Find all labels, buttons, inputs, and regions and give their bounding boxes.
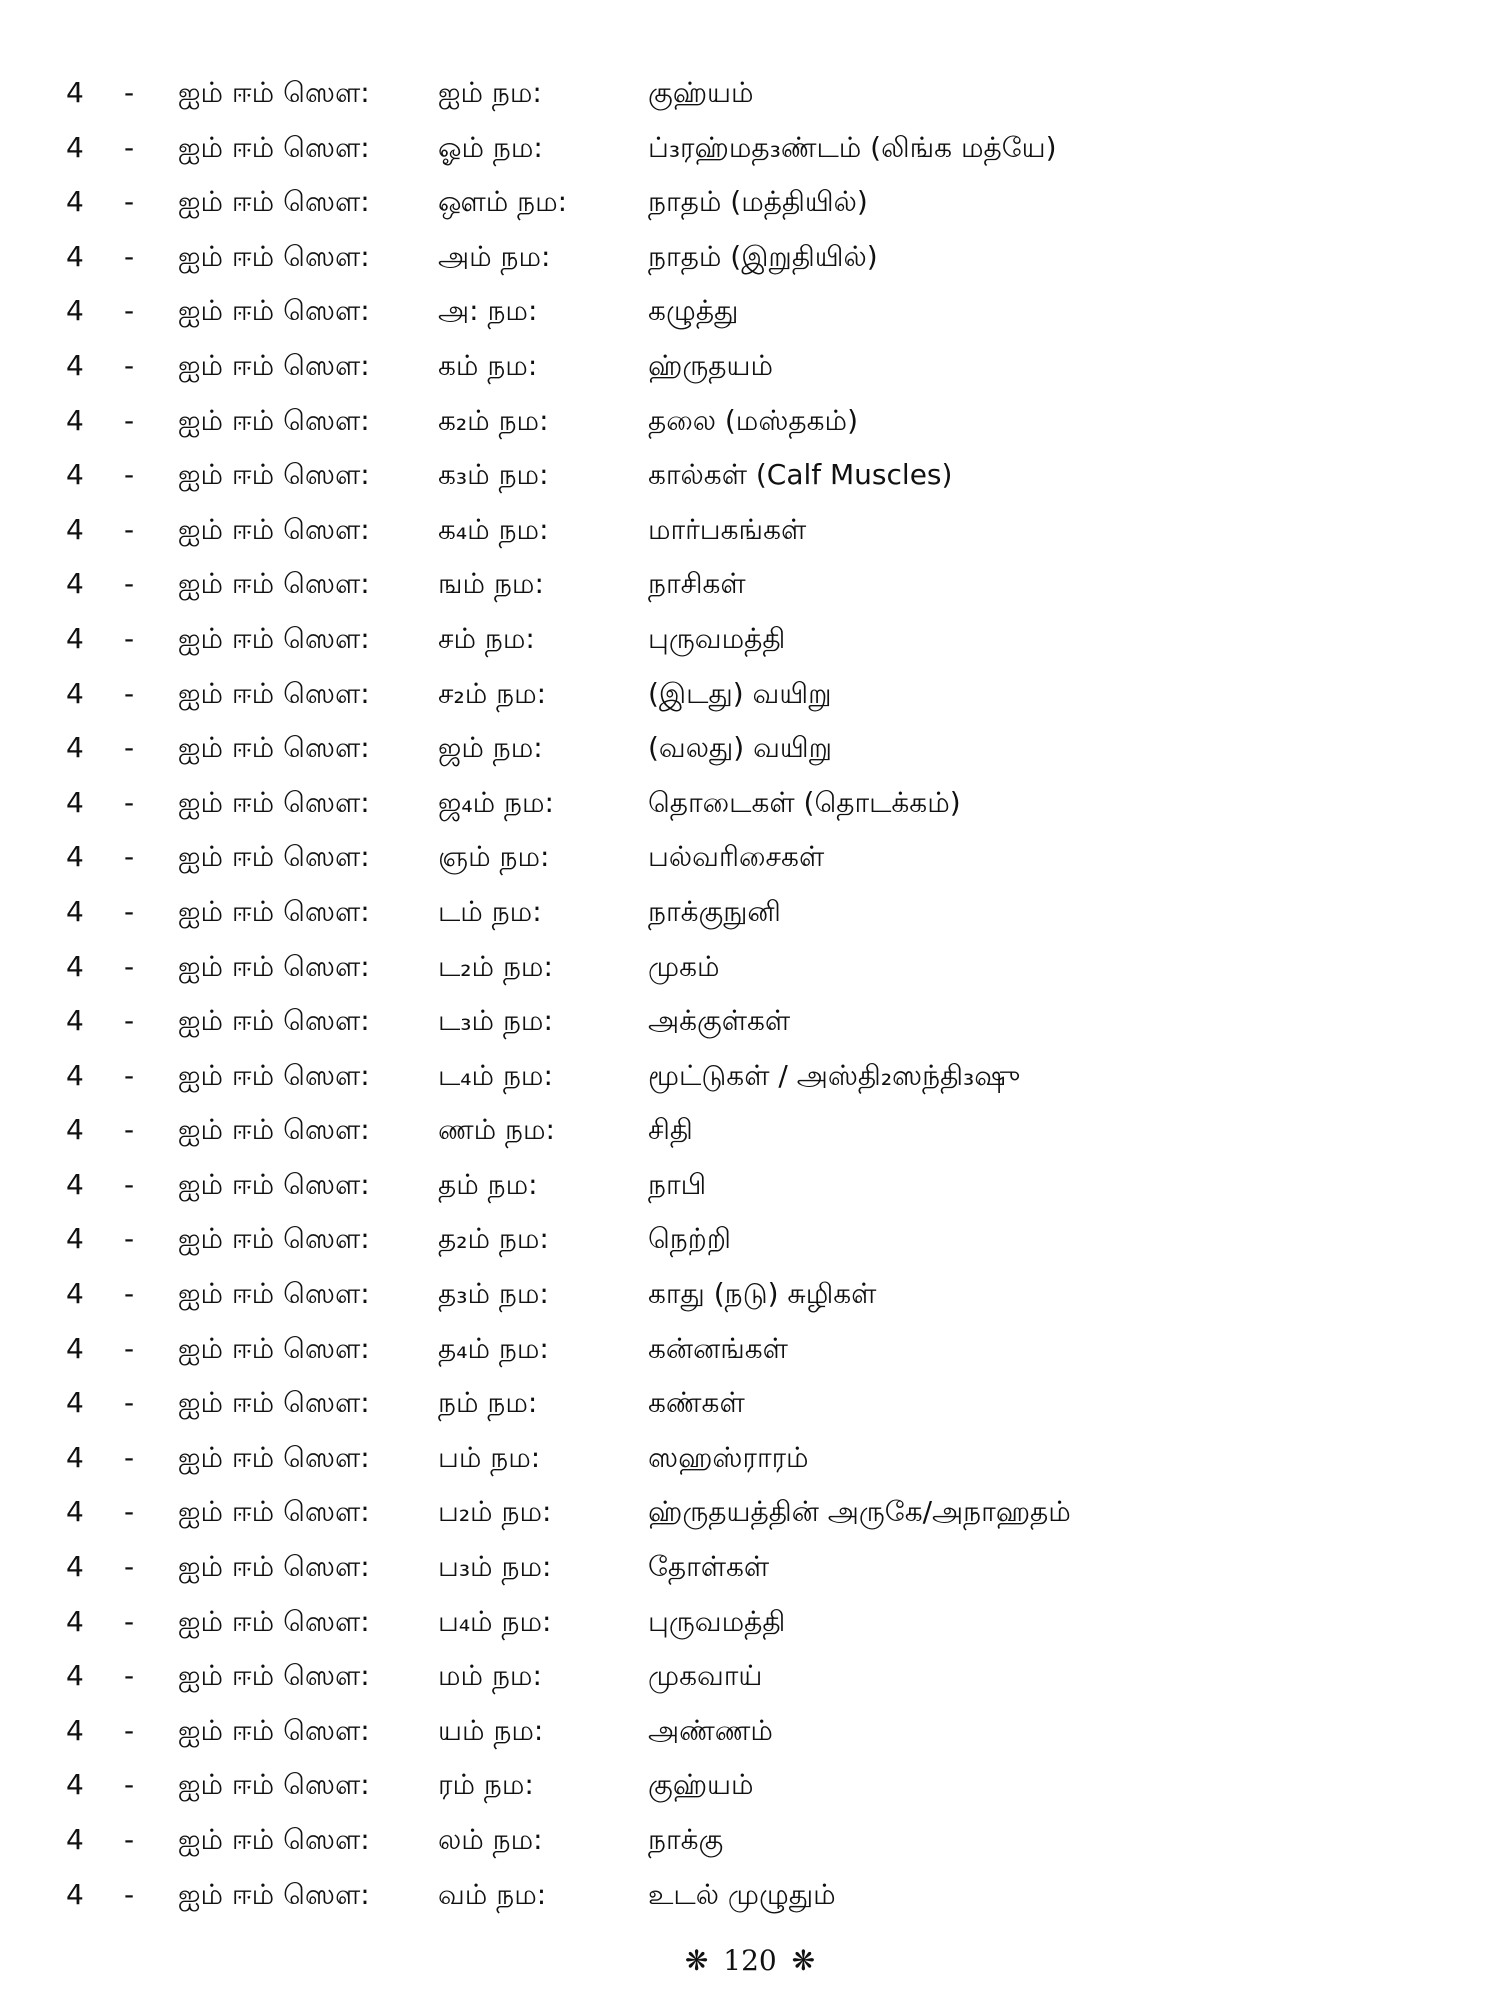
- list-item: [0, 182, 1500, 237]
- body-location: அண்ணம்: [648, 1713, 773, 1747]
- list-item: [0, 1438, 1500, 1493]
- row-number: 4: [66, 1386, 84, 1420]
- body-location: (இடது) வயிறு: [648, 676, 832, 710]
- mantra-syllable: ஜம் நம:: [438, 731, 543, 765]
- body-location: நாதம் (இறுதியில்): [648, 239, 878, 273]
- mantra-syllable: நம் நம:: [438, 1386, 538, 1420]
- row-number: 4: [66, 458, 84, 492]
- row-number: 4: [66, 785, 84, 819]
- mantra-syllable: ட₄ம் நம:: [438, 1058, 553, 1092]
- list-item: [0, 291, 1500, 346]
- row-dash: -: [124, 1113, 135, 1147]
- list-item: [0, 237, 1500, 292]
- row-number: 4: [66, 676, 84, 710]
- mantra-syllable: ப₂ம் நம:: [438, 1495, 552, 1529]
- row-number: 4: [66, 1331, 84, 1365]
- body-location: குஹ்யம்: [648, 1768, 754, 1802]
- mantra-prefix: ஐம் ஈம் ஸௌ:: [178, 894, 370, 928]
- body-location: புருவமத்தி: [648, 621, 786, 655]
- row-number: 4: [66, 621, 84, 655]
- body-location: ப்₃ரஹ்மத₃ண்டம் (லிங்க மத்யே): [648, 130, 1057, 164]
- body-location: தோள்கள்: [648, 1550, 770, 1584]
- body-location: மார்பகங்கள்: [648, 512, 807, 546]
- body-location: நாதம் (மத்தியில்): [648, 185, 868, 219]
- body-location: நாக்கு: [648, 1823, 724, 1856]
- row-dash: -: [124, 1550, 135, 1584]
- list-item: [0, 1547, 1500, 1602]
- row-dash: -: [124, 185, 135, 219]
- row-number: 4: [66, 1222, 84, 1256]
- row-number: 4: [66, 1823, 84, 1856]
- mantra-syllable: ஐம் நம:: [438, 76, 542, 109]
- row-number: 4: [66, 1877, 84, 1911]
- row-number: 4: [66, 76, 84, 109]
- row-dash: -: [124, 458, 135, 492]
- list-item: [0, 837, 1500, 892]
- row-number: 4: [66, 403, 84, 437]
- list-item: [0, 564, 1500, 619]
- mantra-prefix: ஐம் ஈம் ஸௌ:: [178, 621, 370, 655]
- row-number: 4: [66, 239, 84, 273]
- body-location: நாக்குநுனி: [648, 894, 781, 928]
- mantra-syllable: ப₃ம் நம:: [438, 1550, 552, 1584]
- mantra-prefix: ஐம் ஈம் ஸௌ:: [178, 1331, 370, 1365]
- list-item: [0, 1765, 1500, 1820]
- row-dash: -: [124, 130, 135, 164]
- mantra-prefix: ஐம் ஈம் ஸௌ:: [178, 348, 370, 382]
- mantra-syllable: டம் நம:: [438, 894, 542, 928]
- mantra-syllable: ஓம் நம:: [438, 130, 543, 164]
- mantra-syllable: அ: நம:: [438, 294, 538, 328]
- row-dash: -: [124, 894, 135, 928]
- body-location: முகவாய்: [648, 1659, 763, 1693]
- list-item: [0, 1329, 1500, 1384]
- row-number: 4: [66, 949, 84, 983]
- body-location: நெற்றி: [648, 1222, 731, 1256]
- row-number: 4: [66, 1604, 84, 1638]
- mantra-syllable: வம் நம:: [438, 1877, 547, 1911]
- row-dash: -: [124, 1222, 135, 1256]
- body-location: அக்குள்கள்: [648, 1004, 791, 1038]
- mantra-syllable: அம் நம:: [438, 239, 551, 273]
- body-location: மூட்டுகள் / அஸ்தி₂ஸந்தி₃ஷு: [648, 1058, 1021, 1092]
- body-location: ஹ்ருதயத்தின் அருகே/அநாஹதம்: [648, 1495, 1071, 1529]
- row-dash: -: [124, 621, 135, 655]
- body-location: பல்வரிசைகள்: [648, 840, 825, 874]
- mantra-prefix: ஐம் ஈம் ஸௌ:: [178, 1386, 370, 1420]
- list-item: [0, 1602, 1500, 1657]
- row-dash: -: [124, 1659, 135, 1693]
- body-location: (வலது) வயிறு: [648, 731, 833, 765]
- row-dash: -: [124, 731, 135, 765]
- row-dash: -: [124, 1768, 135, 1802]
- row-dash: -: [124, 1277, 135, 1311]
- row-number: 4: [66, 1113, 84, 1147]
- body-location: முகம்: [648, 949, 720, 983]
- row-dash: -: [124, 239, 135, 273]
- body-location: ஸஹஸ்ராரம்: [648, 1440, 809, 1474]
- mantra-syllable: ஜ₄ம் நம:: [438, 785, 554, 819]
- list-item: [0, 1875, 1500, 1930]
- row-dash: -: [124, 403, 135, 437]
- row-dash: -: [124, 348, 135, 382]
- list-item: [0, 1110, 1500, 1165]
- row-dash: -: [124, 1440, 135, 1474]
- mantra-prefix: ஐம் ஈம் ஸௌ:: [178, 1113, 370, 1147]
- body-location: புருவமத்தி: [648, 1604, 786, 1638]
- mantra-prefix: ஐம் ஈம் ஸௌ:: [178, 731, 370, 765]
- list-item: [0, 73, 1500, 128]
- body-location: குஹ்யம்: [648, 76, 754, 109]
- page-footer: [0, 1944, 1500, 1977]
- mantra-prefix: ஐம் ஈம் ஸௌ:: [178, 949, 370, 983]
- list-item: [0, 128, 1500, 183]
- row-dash: -: [124, 76, 135, 109]
- list-item: [0, 1492, 1500, 1547]
- list-item: [0, 1001, 1500, 1056]
- row-dash: -: [124, 840, 135, 874]
- mantra-syllable: ரம் நம:: [438, 1768, 534, 1802]
- mantra-prefix: ஐம் ஈம் ஸௌ:: [178, 403, 370, 437]
- row-dash: -: [124, 294, 135, 328]
- row-number: 4: [66, 1004, 84, 1038]
- row-number: 4: [66, 130, 84, 164]
- body-location: தலை (மஸ்தகம்): [648, 403, 859, 437]
- row-dash: -: [124, 567, 135, 601]
- mantra-syllable: சம் நம:: [438, 621, 535, 655]
- body-location: தொடைகள் (தொடக்கம்): [648, 785, 961, 819]
- list-item: [0, 1711, 1500, 1766]
- body-location: சிதி: [648, 1113, 693, 1147]
- row-dash: -: [124, 1386, 135, 1420]
- mantra-prefix: ஐம் ஈம் ஸௌ:: [178, 676, 370, 710]
- mantra-prefix: ஐம் ஈம் ஸௌ:: [178, 567, 370, 601]
- row-number: 4: [66, 1167, 84, 1201]
- row-dash: -: [124, 512, 135, 546]
- mantra-syllable: ஔம் நம:: [438, 185, 568, 219]
- mantra-syllable: த₂ம் நம:: [438, 1222, 549, 1256]
- row-dash: -: [124, 1604, 135, 1638]
- list-item: [0, 783, 1500, 838]
- row-number: 4: [66, 1659, 84, 1693]
- mantra-prefix: ஐம் ஈம் ஸௌ:: [178, 1167, 370, 1201]
- body-location: நாசிகள்: [648, 567, 746, 601]
- row-number: 4: [66, 567, 84, 601]
- list-item: [0, 455, 1500, 510]
- mantra-prefix: ஐம் ஈம் ஸௌ:: [178, 840, 370, 874]
- body-location: கண்கள்: [648, 1386, 745, 1420]
- mantra-prefix: ஐம் ஈம் ஸௌ:: [178, 130, 370, 164]
- mantra-syllable: த₃ம் நம:: [438, 1277, 549, 1311]
- body-location: நாபி: [648, 1167, 707, 1201]
- list-item: [0, 892, 1500, 947]
- mantra-syllable: லம் நம:: [438, 1823, 543, 1856]
- row-number: 4: [66, 1495, 84, 1529]
- mantra-syllable: த₄ம் நம:: [438, 1331, 549, 1365]
- row-dash: -: [124, 1877, 135, 1911]
- mantra-prefix: ஐம் ஈம் ஸௌ:: [178, 294, 370, 328]
- mantra-prefix: ஐம் ஈம் ஸௌ:: [178, 76, 370, 109]
- mantra-syllable: ட₂ம் நம:: [438, 949, 553, 983]
- list-item: [0, 1165, 1500, 1220]
- row-number: 4: [66, 731, 84, 765]
- body-location: கழுத்து: [648, 294, 739, 328]
- mantra-prefix: ஐம் ஈம் ஸௌ:: [178, 1058, 370, 1092]
- body-location: காது (நடு) சுழிகள்: [648, 1277, 877, 1311]
- row-dash: -: [124, 1167, 135, 1201]
- row-dash: -: [124, 676, 135, 710]
- body-location: கால்கள் (Calf Muscles): [648, 458, 953, 492]
- row-number: 4: [66, 348, 84, 382]
- ornament-left-icon: ❋: [684, 1944, 709, 1977]
- row-dash: -: [124, 1713, 135, 1747]
- body-location: உடல் முழுதும்: [648, 1877, 836, 1911]
- row-number: 4: [66, 840, 84, 874]
- mantra-syllable: ப₄ம் நம:: [438, 1604, 552, 1638]
- mantra-prefix: ஐம் ஈம் ஸௌ:: [178, 1604, 370, 1638]
- list-item: [0, 401, 1500, 456]
- mantra-prefix: ஐம் ஈம் ஸௌ:: [178, 1713, 370, 1747]
- mantra-prefix: ஐம் ஈம் ஸௌ:: [178, 1550, 370, 1584]
- row-dash: -: [124, 1058, 135, 1092]
- row-number: 4: [66, 1768, 84, 1802]
- list-item: [0, 728, 1500, 783]
- mantra-prefix: ஐம் ஈம் ஸௌ:: [178, 1495, 370, 1529]
- mantra-syllable: தம் நம:: [438, 1167, 538, 1201]
- mantra-prefix: ஐம் ஈம் ஸௌ:: [178, 458, 370, 492]
- mantra-syllable: க₄ம் நம:: [438, 512, 549, 546]
- list-item: [0, 1219, 1500, 1274]
- row-number: 4: [66, 294, 84, 328]
- mantra-prefix: ஐம் ஈம் ஸௌ:: [178, 512, 370, 546]
- row-number: 4: [66, 1440, 84, 1474]
- mantra-syllable: கம் நம:: [438, 348, 538, 382]
- mantra-prefix: ஐம் ஈம் ஸௌ:: [178, 239, 370, 273]
- body-location: கன்னங்கள்: [648, 1331, 788, 1365]
- mantra-syllable: பம் நம:: [438, 1440, 541, 1474]
- list-item: [0, 674, 1500, 729]
- ornament-right-icon: ❋: [791, 1944, 816, 1977]
- list-item: [0, 346, 1500, 401]
- list-item: [0, 1383, 1500, 1438]
- mantra-prefix: ஐம் ஈம் ஸௌ:: [178, 1659, 370, 1693]
- mantra-prefix: ஐம் ஈம் ஸௌ:: [178, 1768, 370, 1802]
- mantra-syllable: மம் நம:: [438, 1659, 542, 1693]
- mantra-prefix: ஐம் ஈம் ஸௌ:: [178, 1004, 370, 1038]
- mantra-syllable: க₂ம் நம:: [438, 403, 549, 437]
- mantra-prefix: ஐம் ஈம் ஸௌ:: [178, 1222, 370, 1256]
- row-dash: -: [124, 1004, 135, 1038]
- row-dash: -: [124, 949, 135, 983]
- list-item: [0, 1056, 1500, 1111]
- row-number: 4: [66, 1550, 84, 1584]
- row-number: 4: [66, 1058, 84, 1092]
- mantra-syllable: ணம் நம:: [438, 1113, 555, 1147]
- mantra-prefix: ஐம் ஈம் ஸௌ:: [178, 185, 370, 219]
- list-item: [0, 1274, 1500, 1329]
- list-item: [0, 1820, 1500, 1875]
- list-item: [0, 1656, 1500, 1711]
- row-dash: -: [124, 1823, 135, 1856]
- row-number: 4: [66, 512, 84, 546]
- mantra-syllable: ஙம் நம:: [438, 567, 544, 601]
- list-item: [0, 510, 1500, 565]
- mantra-syllable: ஞம் நம:: [438, 840, 550, 874]
- body-location: ஹ்ருதயம்: [648, 348, 774, 382]
- mantra-syllable: ச₂ம் நம:: [438, 676, 547, 710]
- row-dash: -: [124, 785, 135, 819]
- row-dash: -: [124, 1331, 135, 1365]
- mantra-prefix: ஐம் ஈம் ஸௌ:: [178, 1277, 370, 1311]
- row-number: 4: [66, 185, 84, 219]
- row-number: 4: [66, 1277, 84, 1311]
- mantra-list: [0, 73, 1500, 1929]
- mantra-prefix: ஐம் ஈம் ஸௌ:: [178, 1823, 370, 1856]
- mantra-syllable: யம் நம:: [438, 1713, 544, 1747]
- mantra-prefix: ஐம் ஈம் ஸௌ:: [178, 1440, 370, 1474]
- list-item: [0, 947, 1500, 1002]
- mantra-syllable: க₃ம் நம:: [438, 458, 549, 492]
- row-dash: -: [124, 1495, 135, 1529]
- page-number: 120: [723, 1944, 777, 1977]
- mantra-prefix: ஐம் ஈம் ஸௌ:: [178, 1877, 370, 1911]
- row-number: 4: [66, 894, 84, 928]
- row-number: 4: [66, 1713, 84, 1747]
- mantra-prefix: ஐம் ஈம் ஸௌ:: [178, 785, 370, 819]
- list-item: [0, 619, 1500, 674]
- mantra-syllable: ட₃ம் நம:: [438, 1004, 553, 1038]
